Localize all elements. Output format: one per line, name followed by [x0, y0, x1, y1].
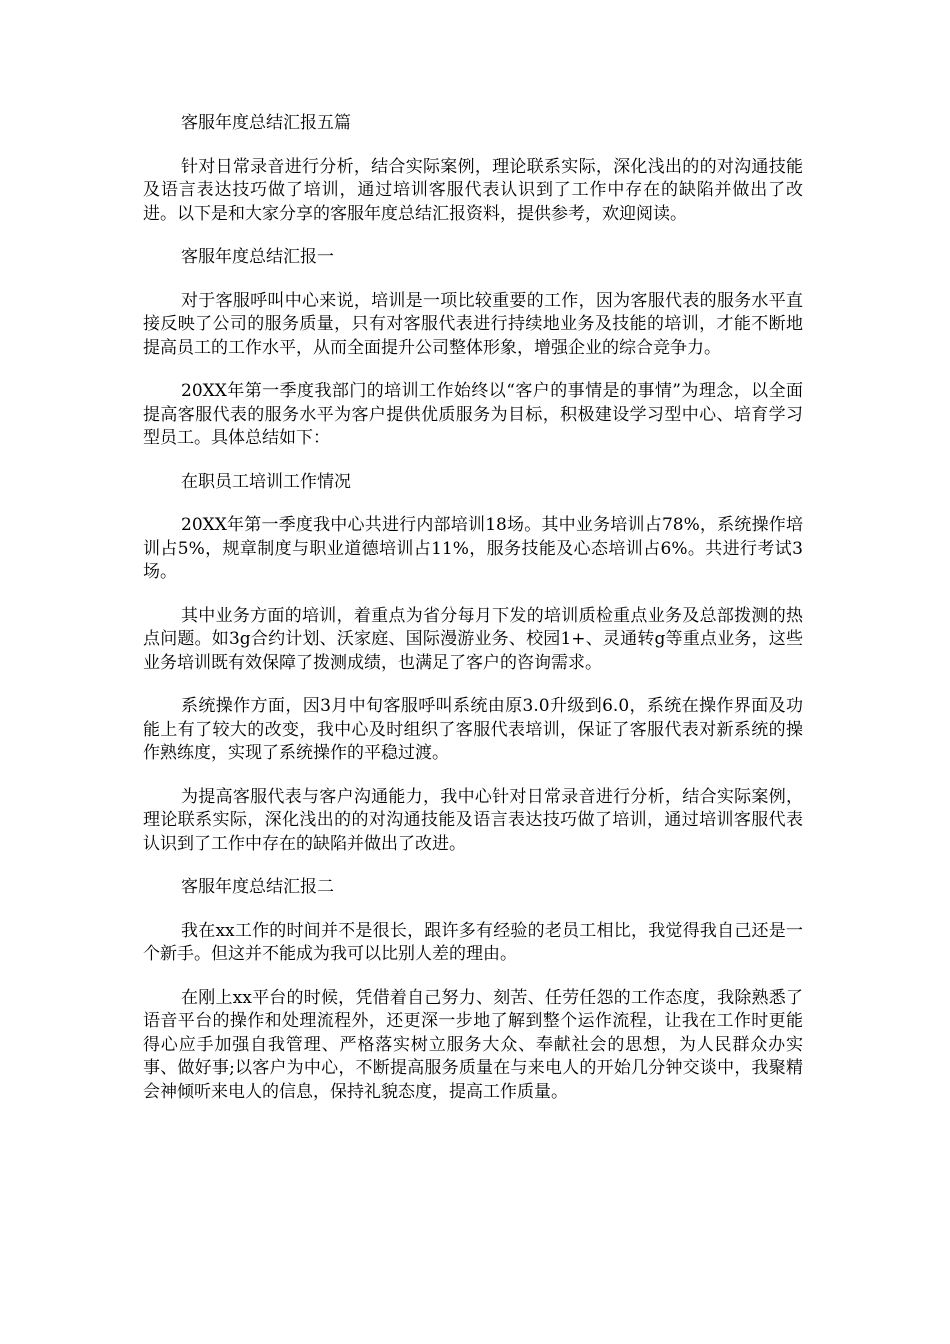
- section-heading-staff-training: 在职员工培训工作情况: [181, 471, 351, 492]
- paragraph-business-training: 其中业务方面的培训，着重点为省分每月下发的培训质检重点业务及总部拨测的热点问题。如3g合约计划、沃家庭、国际漫游业务、校园1+、灵通转g等重点业务，这些业务培训既有效保障了拨测成绩，也满足了客户的咨询需求。: [143, 605, 803, 673]
- section-heading-report-2: 客服年度总结汇报二: [181, 877, 334, 897]
- paragraph-new-employee: 我在xx工作的时间并不是很长，跟许多有经验的老员工相比，我觉得我自己还是一个新手。但这并不能成为我可以比别人差的理由。: [143, 920, 803, 964]
- paragraph-q1-philosophy: 20XX年第一季度我部门的培训工作始终以“客户的事情是的事情”为理念，以全面提高客服代表的服务水平为客户提供优质服务为目标，积极建设学习型中心、培育学习型员工。具体总结如下：: [143, 381, 803, 448]
- document-page: [143, 112, 803, 1124]
- paragraph-intro: 针对日常录音进行分析，结合实际案例，理论联系实际，深化浅出的的对沟通技能及语言表达技巧做了培训，通过培训客服代表认识到了工作中存在的缺陷并做出了改进。以下是和大家分享的客服年度总结汇报资料，提供参考，欢迎阅读。: [143, 156, 803, 224]
- section-heading-report-1: 客服年度总结汇报一: [181, 247, 334, 267]
- paragraph-system-operation: 系统操作方面，因3月中旬客服呼叫系统由原3.0升级到6.0，系统在操作界面及功能上有了较大的改变，我中心及时组织了客服代表培训，保证了客服代表对新系统的操作熟练度，实现了系统操作的平稳过渡。: [143, 696, 803, 763]
- paragraph-training-stats: 20XX年第一季度我中心共进行内部培训18场。其中业务培训占78%，系统操作培训占5%，规章制度与职业道德培训占11%，服务技能及心态培训占6%。共进行考试3场。: [143, 515, 803, 582]
- document-title: 客服年度总结汇报五篇: [181, 113, 351, 133]
- paragraph-training-importance: 对于客服呼叫中心来说，培训是一项比较重要的工作，因为客服代表的服务水平直接反映了公司的服务质量，只有对客服代表进行持续地业务及技能的培训，才能不断地提高员工的工作水平，从而全面提升公司整体形象，增强企业的综合竞争力。: [143, 290, 803, 358]
- paragraph-communication-skills: 为提高客服代表与客户沟通能力，我中心针对日常录音进行分析，结合实际案例，理论联系实际，深化浅出的的对沟通技能及语言表达技巧做了培训，通过培训客服代表认识到了工作中存在的缺陷并做出了改进。: [143, 786, 803, 854]
- paragraph-platform-work: 在刚上xx平台的时候，凭借着自己努力、刻苦、任劳任怨的工作态度，我除熟悉了语音平台的操作和处理流程外，还更深一步地了解到整个运作流程，让我在工作时更能得心应手加强自我管理、严格落实树立服务大众、奉献社会的思想，为人民群众办实事、做好事;以客户为中心，不断提高服务质量在与来电人的开始几分钟交谈中，我聚精会神倾听来电人的信息，保持礼貌态度，提高工作质量。: [143, 987, 803, 1102]
